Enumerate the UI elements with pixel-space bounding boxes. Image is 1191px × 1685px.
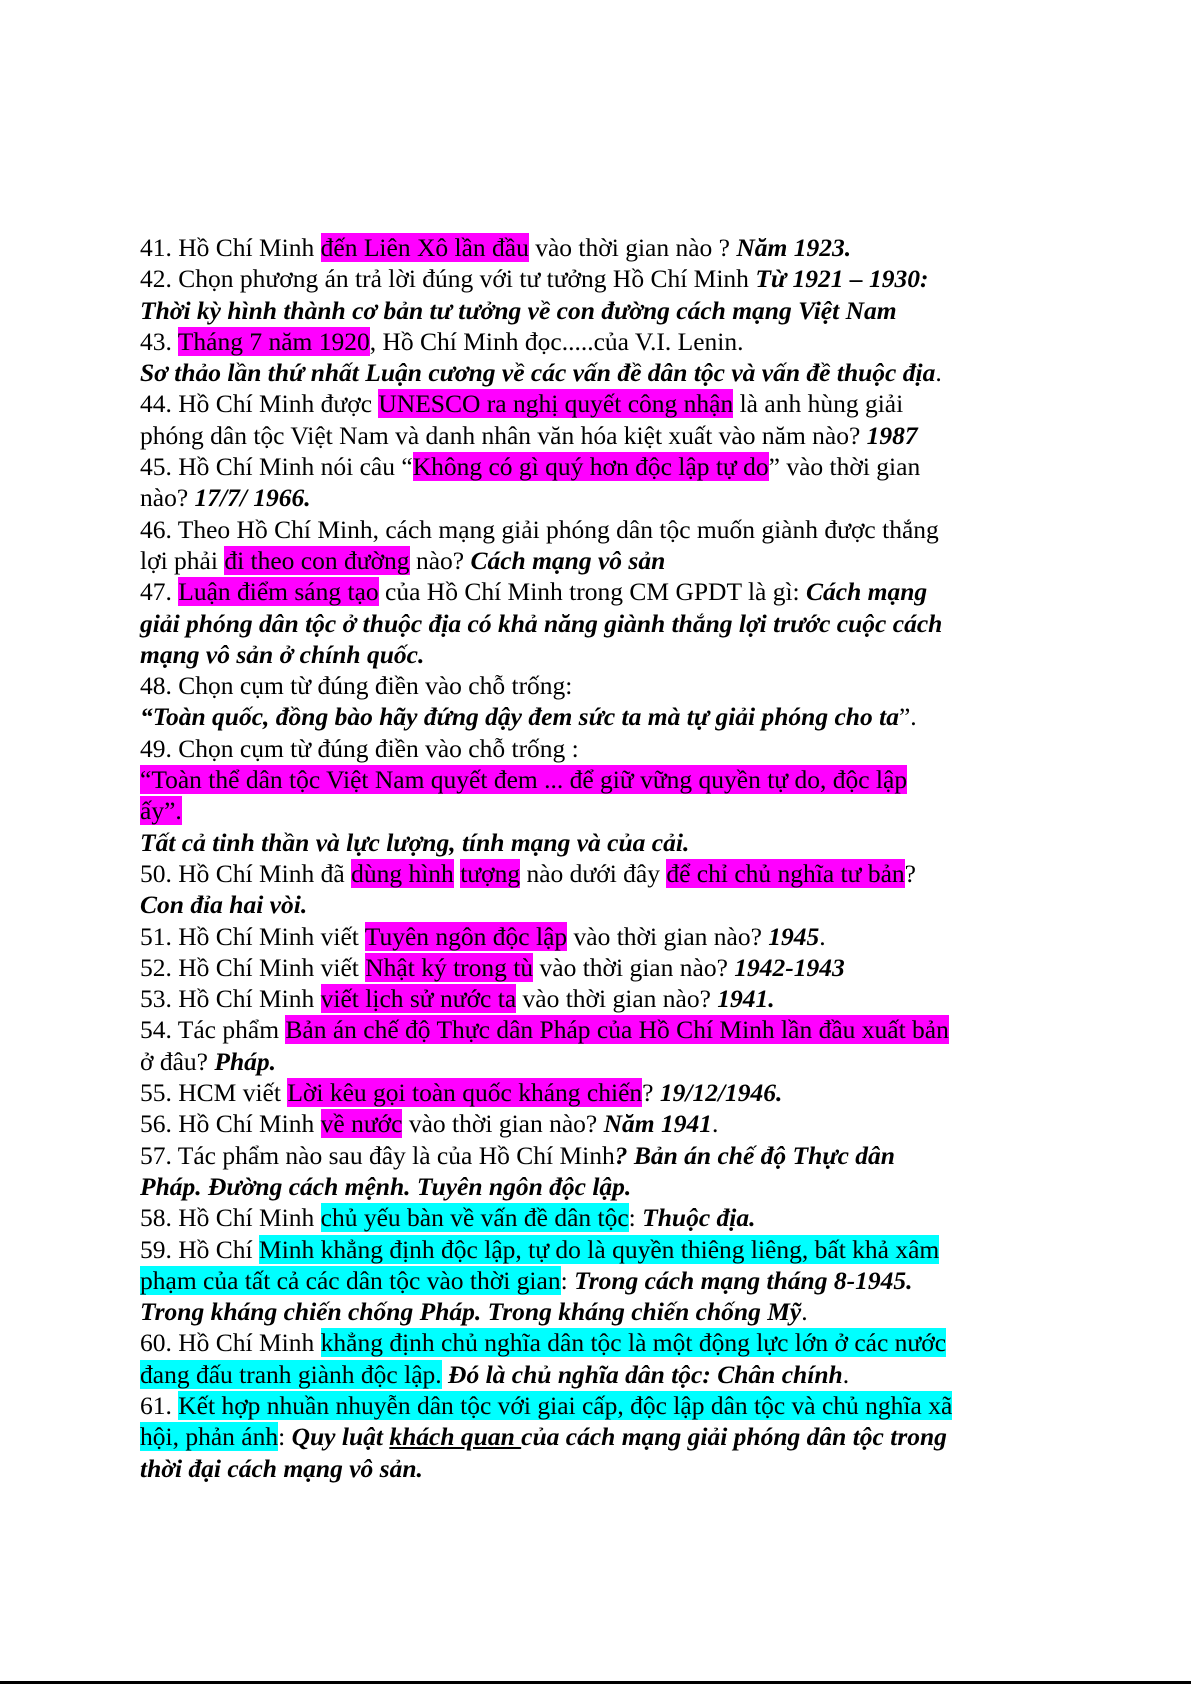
- answer-text: “Toàn quốc, đồng bào hãy đứng dậy đem sức ta mà tự giải phóng cho ta: [140, 702, 899, 732]
- highlighted-text-magenta: tượng: [460, 858, 521, 888]
- line-text: 43.: [140, 326, 178, 356]
- answer-text: Đó là chủ nghĩa dân tộc: Chân chính: [448, 1359, 843, 1389]
- answer-text: Con đỉa hai vòi.: [140, 890, 308, 920]
- answer-text: 17/7/ 1966.: [194, 483, 311, 513]
- text-line: [140, 420, 1020, 451]
- line-text: ” vào thời gian: [768, 452, 921, 482]
- highlighted-text-magenta: Nhật ký trong tù: [365, 952, 534, 982]
- highlighted-text-magenta: dùng hình: [351, 858, 454, 888]
- highlighted-text-cyan: đang đấu tranh giành độc lập.: [140, 1359, 442, 1389]
- text-line: [140, 357, 1020, 388]
- text-line: [140, 1359, 1020, 1390]
- line-text: 57. Tác phẩm nào sau đây là của Hồ Chí Minh: [140, 1140, 615, 1170]
- line-text: 44. Hồ Chí Minh được: [140, 389, 379, 419]
- line-text: .: [712, 1109, 719, 1139]
- line-text: 59. Hồ Chí: [140, 1234, 260, 1264]
- highlighted-text-magenta: về nước: [320, 1109, 403, 1139]
- answer-text: Từ 1921 – 1930:: [755, 264, 929, 294]
- answer-text: khách quan: [389, 1422, 522, 1452]
- line-text: ở đâu?: [140, 1046, 215, 1076]
- text-line: [140, 921, 1020, 952]
- text-line: [140, 1453, 1020, 1484]
- line-text: vào thời gian nào ?: [528, 233, 737, 262]
- highlighted-text-magenta: Luận điểm sáng tạo: [178, 577, 379, 607]
- text-line: [140, 1140, 1020, 1171]
- text-line: [140, 733, 1020, 764]
- line-text: 51. Hồ Chí Minh viết: [140, 921, 365, 951]
- highlighted-text-cyan: Kết hợp nhuần nhuyễn dân tộc với giai cấp, độc lập dân tộc và chủ nghĩa xã: [178, 1390, 953, 1420]
- text-line: [140, 1171, 1020, 1202]
- text-line: [140, 889, 1020, 920]
- text-line: [140, 952, 1020, 983]
- text-line: [140, 701, 1020, 732]
- line-text: 61.: [140, 1390, 179, 1420]
- line-text: .: [842, 1359, 850, 1389]
- line-text: 60. Hồ Chí Minh: [140, 1328, 321, 1358]
- answer-text: Cách mạng vô sản: [470, 545, 666, 575]
- line-text: 41. Hồ Chí Minh: [140, 233, 321, 262]
- line-text: vào thời gian nào?: [516, 984, 718, 1014]
- line-text: 42. Chọn phương án trả lời đúng với tư tưởng Hồ Chí Minh: [140, 264, 756, 294]
- text-line: [140, 1014, 1020, 1045]
- text-line: [140, 232, 1020, 263]
- line-text: nào dưới đây: [520, 858, 667, 888]
- highlighted-text-magenta: Tuyên ngôn độc lập: [364, 921, 568, 951]
- text-line: [140, 795, 1020, 826]
- highlighted-text-cyan: hội, phản ánh: [140, 1422, 279, 1452]
- answer-text: giải phóng dân tộc ở thuộc địa có khả năng giành thắng lợi trước cuộc cách: [140, 608, 943, 638]
- line-text: 58. Hồ Chí Minh: [140, 1203, 321, 1233]
- line-text: 56. Hồ Chí Minh: [140, 1109, 321, 1139]
- text-line: [140, 482, 1020, 513]
- text-line: [140, 1421, 1020, 1452]
- text-line: [140, 1390, 1020, 1421]
- line-text: ?: [642, 1078, 660, 1108]
- answer-text: Tất cả tinh thần và lực lượng, tính mạng và của cải.: [140, 827, 690, 857]
- line-text: ?: [904, 858, 916, 888]
- highlighted-text-magenta: UNESCO ra nghị quyết công nhận: [378, 389, 734, 419]
- line-text: , Hồ Chí Minh đọc.....của V.I. Lenin.: [369, 326, 744, 356]
- highlighted-text-magenta: đi theo con đường: [224, 545, 410, 575]
- answer-text: 1941.: [717, 984, 775, 1014]
- answer-text: Trong kháng chiến chống Pháp. Trong kháng chiến chống Mỹ: [140, 1297, 802, 1327]
- line-text: phóng dân tộc Việt Nam và danh nhân văn hóa kiệt xuất vào năm nào?: [140, 420, 867, 450]
- highlighted-text-cyan: chủ yếu bàn về vấn đề dân tộc: [320, 1203, 629, 1233]
- answer-text: 1942-1943: [734, 952, 845, 982]
- highlighted-text-cyan: phạm của tất cả các dân tộc vào thời gian: [140, 1265, 561, 1295]
- qa-list: [140, 232, 1020, 1484]
- answer-text: 1987: [866, 420, 918, 450]
- text-line: [140, 827, 1020, 858]
- text-line: [140, 388, 1020, 419]
- text-line: [140, 858, 1020, 889]
- answer-text: Pháp. Đường cách mệnh. Tuyên ngôn độc lập.: [140, 1171, 632, 1201]
- line-text: là anh hùng giải: [733, 389, 904, 419]
- text-line: [140, 1077, 1020, 1108]
- text-line: [140, 1234, 1020, 1265]
- line-text: .: [819, 921, 826, 951]
- highlighted-text-magenta: Bản án chế độ Thực dân Pháp của Hồ Chí Minh lần đầu xuất bản: [285, 1015, 949, 1045]
- answer-text: Thuộc địa.: [642, 1203, 756, 1233]
- answer-text: mạng vô sản ở chính quốc.: [140, 639, 425, 669]
- line-text: vào thời gian nào?: [567, 921, 769, 951]
- text-line: [140, 608, 1020, 639]
- text-line: [140, 514, 1020, 545]
- text-line: [140, 545, 1020, 576]
- line-text: 50. Hồ Chí Minh đã: [140, 858, 352, 888]
- line-text: nào?: [140, 483, 195, 513]
- text-line: [140, 1296, 1020, 1327]
- answer-text: Quy luật: [291, 1422, 390, 1452]
- text-line: [140, 451, 1020, 482]
- answer-text: Cách mạng: [806, 577, 928, 607]
- line-text: vào thời gian nào?: [533, 952, 735, 982]
- highlighted-text-magenta: đến Liên Xô lần đầu: [320, 233, 529, 262]
- answer-text: Năm 1941: [603, 1109, 712, 1139]
- line-text: 46. Theo Hồ Chí Minh, cách mạng giải phóng dân tộc muốn giành được thắng: [140, 514, 939, 544]
- bottom-rule: [0, 1681, 1191, 1684]
- line-text: lợi phải: [140, 545, 225, 575]
- line-text: .: [801, 1297, 808, 1327]
- answer-text: Pháp.: [214, 1046, 277, 1076]
- line-text: 48. Chọn cụm từ đúng điền vào chỗ trống:: [140, 671, 573, 701]
- line-text: :: [278, 1422, 292, 1452]
- line-text: 45. Hồ Chí Minh nói câu “: [140, 452, 413, 482]
- text-line: [140, 326, 1020, 357]
- text-line: [140, 764, 1020, 795]
- text-line: [140, 295, 1020, 326]
- highlighted-text-cyan: Minh khẳng định độc lập, tự do là quyền thiêng liêng, bất khả xâm: [259, 1234, 940, 1264]
- text-line: [140, 670, 1020, 701]
- line-text: 55. HCM viết: [140, 1078, 288, 1108]
- line-text: 54. Tác phẩm: [140, 1015, 286, 1045]
- highlighted-text-magenta: để chỉ chủ nghĩa tư bản: [666, 858, 905, 888]
- text-line: [140, 1046, 1020, 1077]
- text-line: [140, 1202, 1020, 1233]
- text-line: [140, 1108, 1020, 1139]
- text-line: [140, 576, 1020, 607]
- answer-text: Thời kỳ hình thành cơ bản tư tưởng về con đường cách mạng Việt Nam: [140, 295, 897, 325]
- highlighted-text-magenta: Tháng 7 năm 1920: [177, 326, 370, 356]
- highlighted-text-magenta: ấy”.: [140, 796, 182, 826]
- line-text: của Hồ Chí Minh trong CM GPDT là gì:: [378, 577, 807, 607]
- line-text: 53. Hồ Chí Minh: [140, 984, 321, 1014]
- answer-text: Trong cách mạng tháng 8-1945.: [574, 1265, 913, 1295]
- answer-text: của cách mạng giải phóng dân tộc trong: [521, 1422, 947, 1452]
- answer-text: thời đại cách mạng vô sản.: [140, 1453, 423, 1483]
- text-line: [140, 263, 1020, 294]
- answer-text: Sơ thảo lần thứ nhất Luận cương về các vấn đề dân tộc và vấn đề thuộc địa: [140, 358, 936, 388]
- line-text: :: [560, 1265, 575, 1295]
- text-line: [140, 983, 1020, 1014]
- text-line: [140, 1265, 1020, 1296]
- answer-text: ? Bản án chế độ Thực dân: [614, 1140, 895, 1170]
- line-text: .: [935, 358, 942, 388]
- highlighted-text-cyan: khẳng định chủ nghĩa dân tộc là một động lực lớn ở các nước: [320, 1328, 947, 1358]
- line-text: nào?: [409, 545, 471, 575]
- line-text: 47.: [140, 577, 179, 607]
- highlighted-text-magenta: “Toàn thể dân tộc Việt Nam quyết đem ... để giữ vững quyền tự do, độc lập: [140, 765, 908, 795]
- answer-text: 1945: [768, 921, 820, 951]
- line-text: vào thời gian nào?: [402, 1109, 604, 1139]
- text-line: [140, 1327, 1020, 1358]
- line-text: :: [628, 1203, 643, 1233]
- line-text: 49. Chọn cụm từ đúng điền vào chỗ trống :: [140, 733, 579, 763]
- answer-text: Năm 1923.: [736, 233, 852, 262]
- answer-text: 19/12/1946.: [659, 1078, 783, 1108]
- text-line: [140, 639, 1020, 670]
- line-text: ”.: [898, 702, 917, 732]
- highlighted-text-magenta: Lời kêu gọi toàn quốc kháng chiến: [287, 1078, 643, 1108]
- line-text: 52. Hồ Chí Minh viết: [140, 952, 366, 982]
- highlighted-text-magenta: Không có gì quý hơn độc lập tự do: [412, 452, 769, 482]
- highlighted-text-magenta: viết lịch sử nước ta: [320, 984, 517, 1014]
